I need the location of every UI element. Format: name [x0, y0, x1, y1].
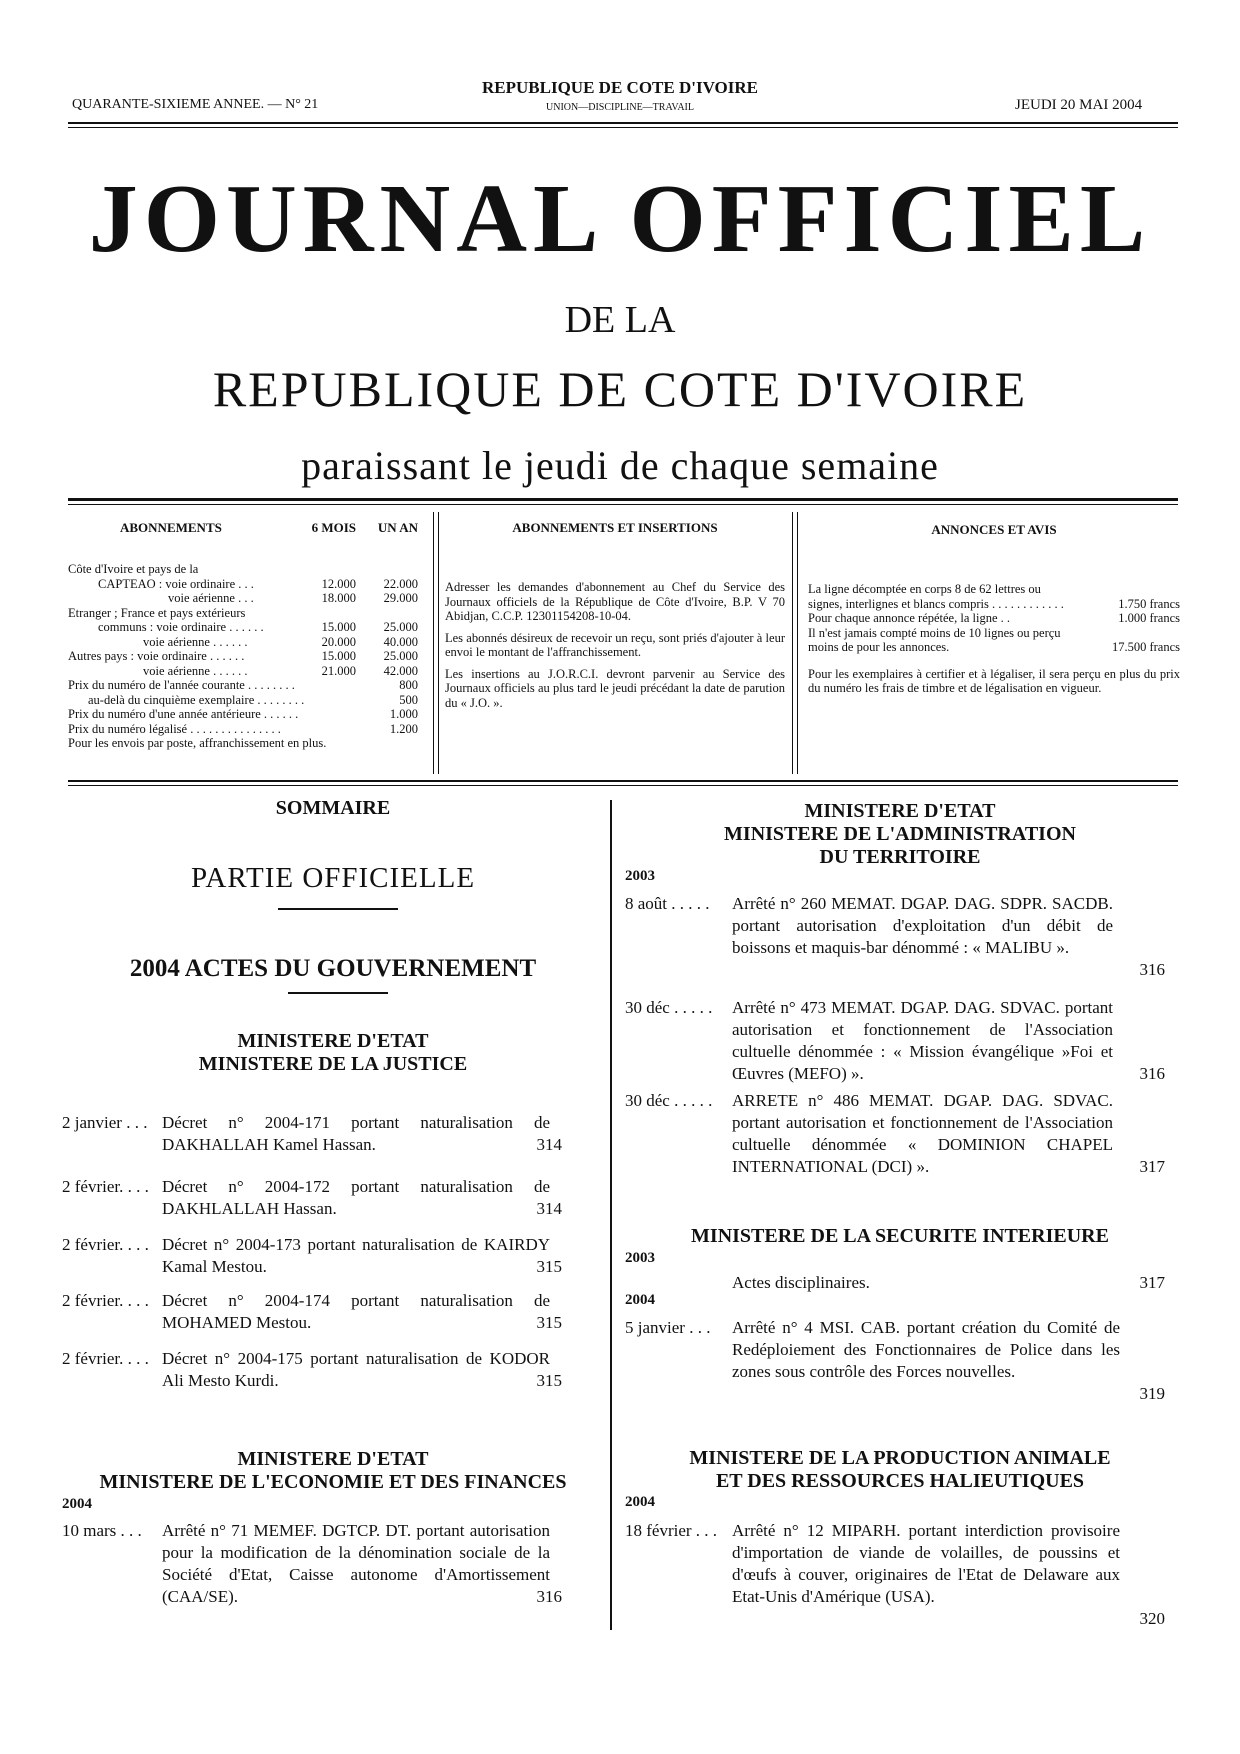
sommaire-entry: 10 mars . . . Arrêté n° 71 MEMEF. DGTCP. DT. portant autorisation pour la modification de la dénomination sociale de la Société d'Etat, Caisse autonome d'Amortissement (CAA/SE). 316 — [62, 1521, 562, 1606]
masthead-de-la: DE LA — [564, 299, 676, 341]
year-2004-eco: 2004 — [62, 1496, 92, 1512]
actes-heading: 2004 ACTES DU GOUVERNEMENT — [129, 955, 537, 982]
abonnements-box — [68, 520, 418, 770]
rate-row: CAPTEAO : voie ordinaire . . . 12.000 22.000 — [98, 576, 418, 591]
annonces-table — [808, 582, 1180, 655]
col-un-an: UN AN — [377, 520, 418, 535]
box-divider-2 — [792, 512, 793, 774]
column-divider — [610, 800, 612, 1630]
year-2004-prod: 2004 — [625, 1494, 655, 1510]
year-2003-secu: 2003 — [625, 1250, 655, 1266]
annonce-row: La ligne décomptée en corps 8 de 62 lettres ou signes, interlignes et blancs compris . . . . . . . . . . . . 1.750 francs — [808, 582, 1180, 611]
rate-row: Prix du numéro légalisé . . . . . . . . . . . . . . . 1.200 — [68, 721, 418, 736]
rate-row: Côte d'Ivoire et pays de la — [68, 562, 199, 576]
prod-entry: 18 février . . . Arrêté n° 12 MIPARH. portant interdiction provisoire d'importation de viande de volailles, de poussins et d'œufs à couver, originaires de l'Etat de Delaware aux Etat-Unis d'Amérique (USA). 320 — [625, 1521, 1165, 1628]
insertions-address: Adresser les demandes d'abonnement au Chef du Service des Journaux officiels de la République de Côte d'Ivoire, B.P. V 70 Abidjan, C.C.P. 12301154208-10-04. — [445, 580, 785, 623]
year-2003-admin: 2003 — [625, 868, 655, 884]
abonnements-title: ABONNEMENTS — [120, 520, 222, 535]
sommaire-entry: 8 août . . . . . Arrêté n° 260 MEMAT. DGAP. DAG. SDPR. SACDB. portant autorisation d'exploitation d'un débit de boissons et maquis-bar dénommé : « MALIBU ». 316 — [625, 894, 1165, 979]
rate-row: Pour les envois par poste, affranchissement en plus. — [68, 736, 327, 750]
partie-officielle: PARTIE OFFICIELLE — [190, 862, 476, 894]
insertions-title: ABONNEMENTS ET INSERTIONS — [512, 520, 718, 535]
sommaire-entry: 2 janvier . . . Décret n° 2004-171 portant naturalisation de DAKHALLAH Kamel Hassan. 314 — [62, 1113, 562, 1154]
annonces-title: ANNONCES ET AVIS — [931, 522, 1057, 537]
ministry-securite: MINISTERE DE LA SECURITE INTERIEURE — [691, 1225, 1109, 1247]
actes-underline — [288, 992, 388, 994]
sommaire-entry: 30 déc . . . . . Arrêté n° 473 MEMAT. DGAP. DAG. SDVAC. portant autorisation et fonctionnement de l'Association cultuelle dénommée : « Mission évangélique »Foi et Œuvres (MEFO) ». 316 — [625, 998, 1165, 1083]
header-motto: UNION—DISCIPLINE—TRAVAIL — [546, 102, 694, 113]
ministry-economie: MINISTERE D'ETAT MINISTERE DE L'ECONOMIE ET DES FINANCES — [99, 1448, 567, 1493]
masthead-republic: REPUBLIQUE DE COTE D'IVOIRE — [212, 361, 1028, 417]
col-6-mois: 6 MOIS — [311, 520, 356, 535]
header-republic: REPUBLIQUE DE COTE D'IVOIRE — [482, 78, 758, 97]
sommaire-entry: 30 déc . . . . . ARRETE n° 486 MEMAT. DGAP. DAG. SDVAC. portant autorisation et fonctionnement de l'Association cultuelle dénommée « DOMINION CHAPEL INTERNATIONAL (DCI) ». 317 — [625, 1091, 1165, 1176]
annonce-row: Pour chaque annonce répétée, la ligne . . 1.000 francs — [808, 611, 1180, 625]
annonces-note: Pour les exemplaires à certifier et à légaliser, il sera perçu en plus du prix du numéro les frais de timbre et de légalisation en vigueur. — [808, 666, 1180, 695]
insertions-box — [445, 520, 785, 710]
sommaire-entry: 2 février. . . . Décret n° 2004-172 portant naturalisation de DAKHLALLAH Hassan. 314 — [62, 1177, 562, 1218]
rate-row: Etranger ; France et pays extérieurs — [68, 605, 246, 620]
box-divider-1 — [433, 512, 434, 774]
header-rule — [68, 122, 1178, 124]
rate-row: voie aérienne . . . 18.000 29.000 — [168, 591, 418, 605]
boxes-rule — [68, 780, 1178, 782]
box-divider-1b — [438, 512, 439, 774]
annonces-box — [808, 522, 1180, 696]
masthead-title: JOURNAL OFFICIEL — [88, 165, 1152, 273]
rate-row: communs : voie ordinaire . . . . . . 15.000 25.000 — [98, 620, 418, 634]
annonce-row: Il n'est jamais compté moins de 10 lignes ou perçu moins de pour les annonces. 17.500 francs — [808, 625, 1180, 654]
sommaire-title: SOMMAIRE — [275, 797, 391, 819]
ministry-production: MINISTERE DE LA PRODUCTION ANIMALE ET DES RESSOURCES HALIEUTIQUES — [689, 1447, 1111, 1492]
masthead-rule — [68, 498, 1178, 501]
year-2004-secu: 2004 — [625, 1292, 655, 1308]
rate-row: au-delà du cinquième exemplaire . . . . . . . . 500 — [88, 692, 418, 707]
insertions-receipt: Les abonnés désireux de recevoir un reçu, sont priés d'ajouter à leur envoi le montant de l'affranchissement. — [445, 630, 785, 659]
sommaire-entry: 2 février. . . . Décret n° 2004-174 portant naturalisation de MOHAMED Mestou. 315 — [62, 1291, 562, 1332]
insertions-deadline: Les insertions au J.O.R.C.I. devront parvenir au Service des Journaux officiels au plus tard le jeudi précédant la date de parution du « J.O. ». — [445, 666, 785, 710]
rate-row: Autres pays : voie ordinaire . . . . . . 15.000 25.000 — [68, 649, 418, 663]
edition-number: QUARANTE-SIXIEME ANNEE. — N° 21 — [72, 97, 319, 112]
sommaire-entry: 2 février. . . . Décret n° 2004-173 portant naturalisation de KAIRDY Kamal Mestou. 315 — [62, 1235, 562, 1276]
rate-table — [68, 562, 418, 751]
ministry-justice: MINISTERE D'ETAT MINISTERE DE LA JUSTICE — [198, 1030, 468, 1075]
secu-entry-2: 5 janvier . . . Arrêté n° 4 MSI. CAB. portant création du Comité de Redéploiement des Fonctionnaires de Police dans les zones sous contrôle des Forces nouvelles. 319 — [625, 1318, 1165, 1403]
rate-row: Prix du numéro d'une année antérieure . . . . . . 1.000 — [68, 707, 418, 721]
issue-date: JEUDI 20 MAI 2004 — [1015, 97, 1143, 113]
rate-row: voie aérienne . . . . . . 21.000 42.000 — [143, 663, 418, 678]
rate-row: Prix du numéro de l'année courante . . . . . . . . 800 — [68, 678, 418, 692]
ministry-administration: MINISTERE D'ETAT MINISTERE DE L'ADMINISTRATION DU TERRITOIRE — [724, 800, 1076, 868]
boxes-rule-thin — [68, 785, 1178, 786]
box-divider-2b — [797, 512, 798, 774]
sommaire-entry: 2 février. . . . Décret n° 2004-175 portant naturalisation de KODOR Ali Mesto Kurdi. 315 — [62, 1349, 562, 1390]
header-rule-thin — [68, 127, 1178, 128]
masthead-subtitle: paraissant le jeudi de chaque semaine — [301, 443, 939, 488]
masthead-rule-thin — [68, 504, 1178, 505]
partie-underline — [278, 908, 398, 910]
rate-row: voie aérienne . . . . . . 20.000 40.000 — [143, 634, 418, 649]
